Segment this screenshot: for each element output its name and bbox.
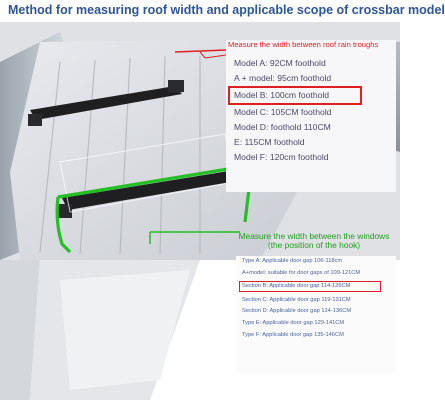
model-item-b-highlighted: Model B: 100cm foothold: [228, 86, 362, 105]
model-list: [230, 56, 390, 165]
model-item-a-plus: A + model: 95cm foothold: [234, 73, 332, 83]
model-item-f: Model F: 120cm foothold: [234, 152, 329, 162]
model-item-c: Model C: 105CM foothold: [234, 107, 332, 117]
door-type-f: Type F: Applicable door gap 135-146CM: [242, 331, 344, 338]
door-type-list: [242, 258, 394, 343]
windows-measure-note: [228, 232, 400, 250]
car-lower-illustration: [0, 260, 236, 400]
door-type-d: Section D: Applicable door gap 124-136CM: [242, 308, 352, 315]
windows-measure-line2: (the position of the hook): [267, 240, 361, 250]
model-item-a: Model A: 92CM foothold: [234, 58, 326, 68]
header-bar: [0, 0, 445, 22]
door-type-e: Type E: Applicable door gap 129-141CM: [242, 319, 345, 326]
door-type-c: Section C: Applicable door gap 119-131CM: [242, 296, 351, 303]
model-item-e: E: 115CM foothold: [234, 137, 305, 147]
car-lower-image: [0, 260, 236, 400]
page-title: Method for measuring roof width and applicable scope of crossbar model: [8, 3, 445, 17]
door-type-a-plus: A+model: suitable for door gaps of 109-121CM: [242, 269, 361, 276]
door-type-a: Type A: Applicable door gap 106-118cm: [242, 258, 343, 264]
windows-measure-line1: Measure the width between the windows: [238, 231, 390, 241]
door-type-b-highlighted: Section B: Applicable door gap 114-126CM: [239, 281, 381, 292]
roof-measure-heading: Measure the width between roof rain troughs: [228, 40, 379, 49]
model-item-d: Model D: foothold 110CM: [234, 122, 331, 132]
